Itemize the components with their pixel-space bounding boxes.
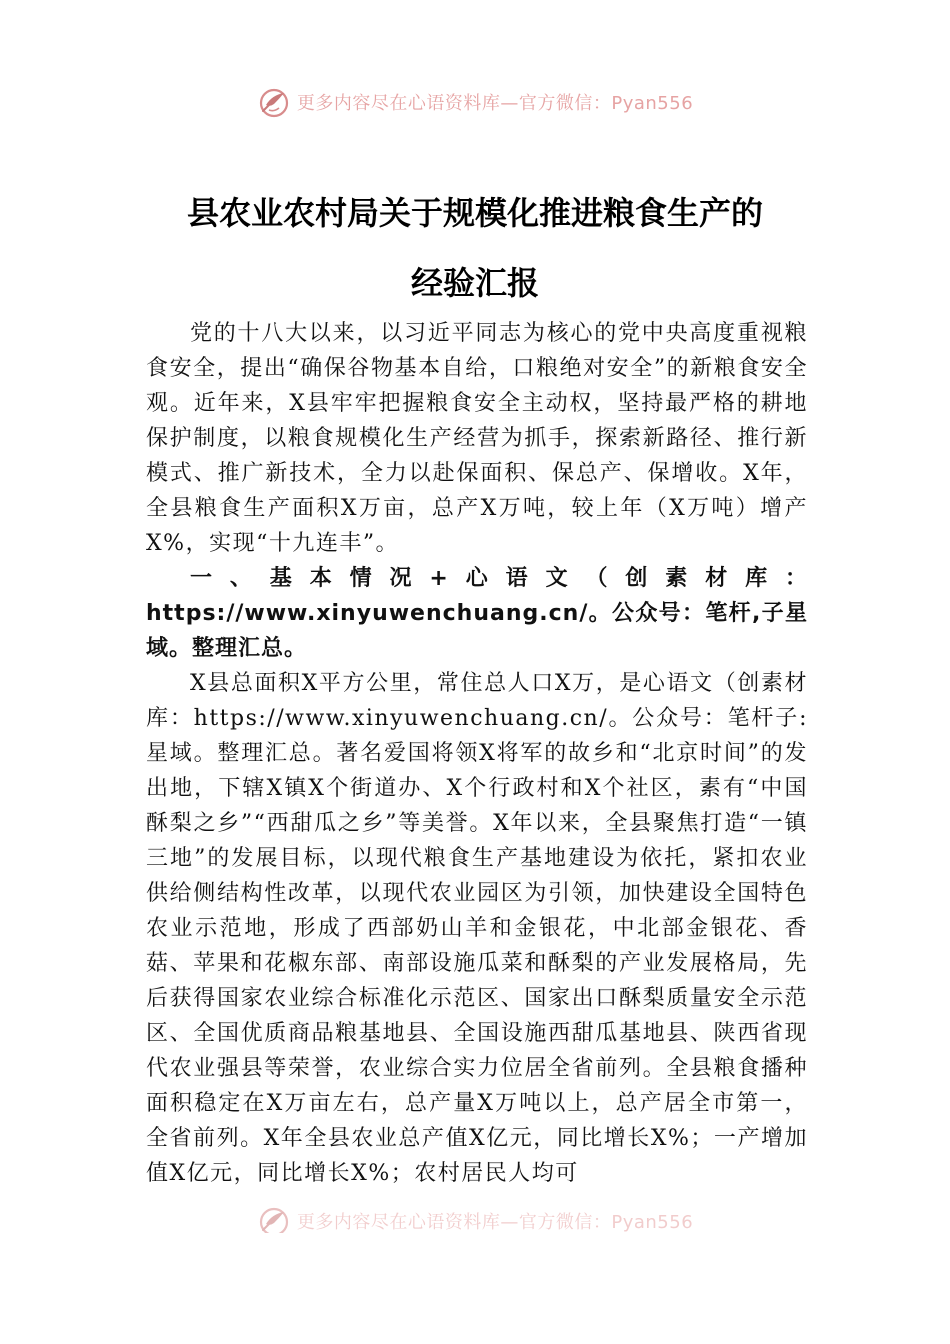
pen-circle-logo-icon	[257, 85, 291, 119]
document-title-line-2: 经验汇报	[410, 264, 539, 302]
document-title-line-1: 县农业农村局关于规模化推进粮食生产的	[186, 194, 763, 232]
document-body	[146, 316, 808, 1191]
pen-circle-logo-icon	[257, 1204, 291, 1233]
paragraph-intro: 党的十八大以来，以习近平同志为核心的党中央高度重视粮食安全，提出“确保谷物基本自给，口粮绝对安全”的新粮食安全观。近年来，X县牢牢把握粮食安全主动权，坚持最严格的耕地保护制度，以粮食规模化生产经营为抓手，探索新路径、推行新模式、推广新技术，全力以赴保面积、保总产、保增收。X年，全县粮食生产面积X万亩，总产X万吨，较上年（X万吨）增产X%，实现“十九连丰”。	[146, 321, 808, 556]
watermark-text: 更多内容尽在心语资料库—官方微信：Pyan556	[296, 93, 694, 114]
watermark-banner-bottom	[0, 1203, 950, 1233]
section-heading-basic-info: 一、基本情况+心语文（创素材库：https://www.xinyuwenchuang.cn/。公众号：笔杆,子星域。整理汇总。	[146, 566, 808, 661]
paragraph-basic-info: X县总面积X平方公里，常住总人口X万，是心语文（创素材库：https://www.xinyuwenchuang.cn/。公众号：笔杆子:星域。整理汇总。著名爱国将领X将军的故乡和“北京时间”的发出地，下辖X镇X个街道办、X个行政村和X个社区，素有“中国酥梨之乡”“西甜瓜之乡”等美誉。X年以来，全县聚焦打造“一镇三地”的发展目标，以现代粮食生产基地建设为依托，紧扣农业供给侧结构性改革，以现代农业园区为引领，加快建设全国特色农业示范地，形成了西部奶山羊和金银花，中北部金银花、香菇、苹果和花椒东部、南部设施瓜菜和酥梨的产业发展格局，先后获得国家农业综合标准化示范区、国家出口酥梨质量安全示范区、全国优质商品粮基地县、全国设施西甜瓜基地县、陕西省现代农业强县等荣誉，农业综合实力位居全省前列。全县粮食播种面积稳定在X万亩左右，总产量X万吨以上，总产居全市第一，全省前列。X年全县农业总产值X亿元，同比增长X%；一产增加值X亿元，同比增长X%；农村居民人均可	[146, 671, 808, 1186]
watermark-text: 更多内容尽在心语资料库—官方微信：Pyan556	[296, 1212, 694, 1233]
watermark-banner-top	[0, 82, 950, 122]
